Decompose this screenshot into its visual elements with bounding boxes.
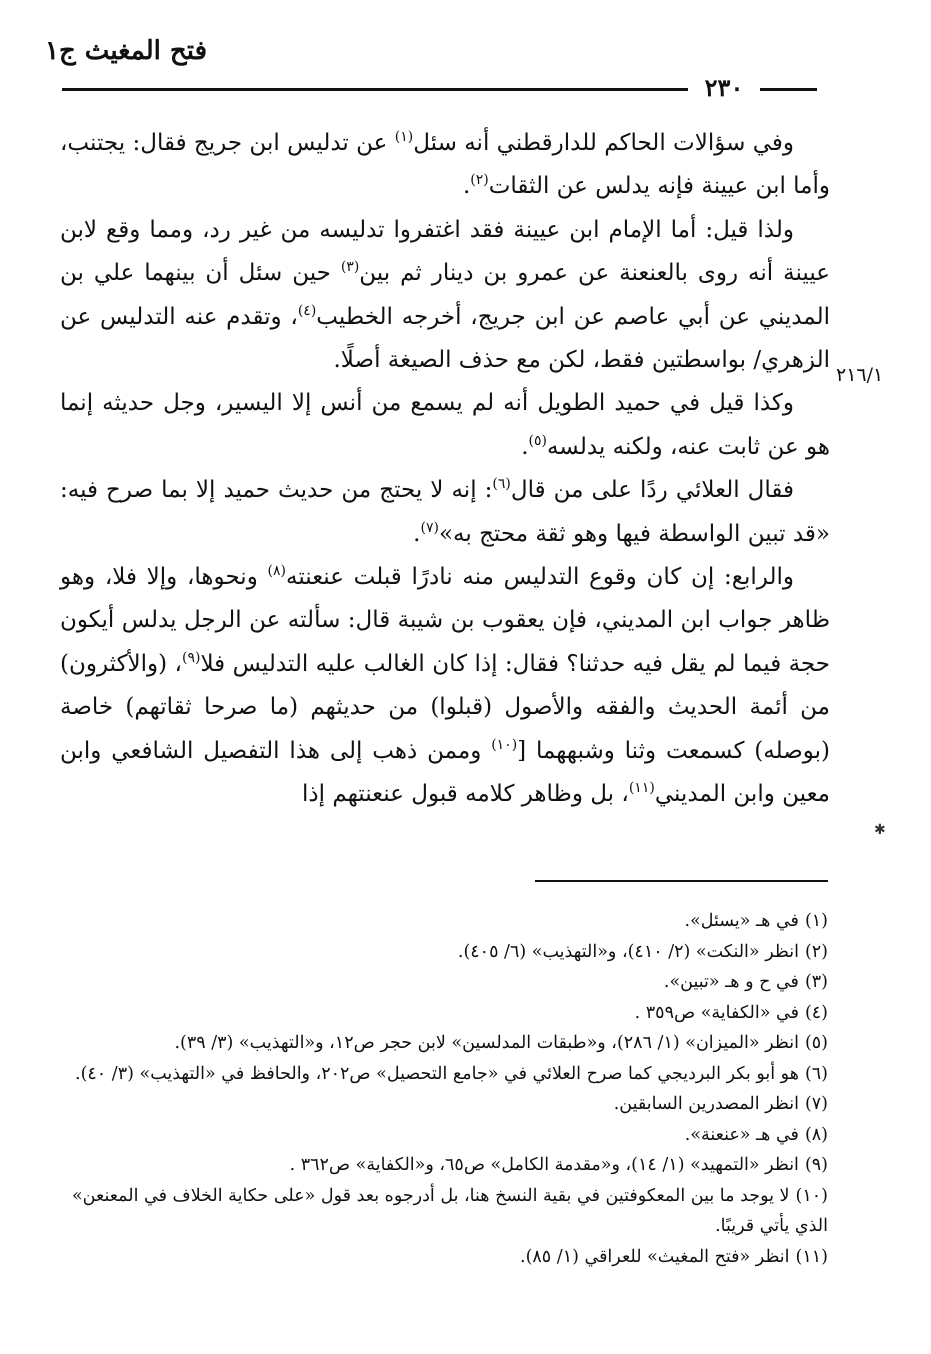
footnote-text: انظر المصدرين السابقين. bbox=[613, 1094, 799, 1114]
footnote-text: انظر «فتح المغيث» للعراقي (١/ ٨٥). bbox=[520, 1246, 790, 1267]
paragraph bbox=[60, 209, 830, 383]
footnote-ref: (٦) bbox=[492, 476, 511, 493]
footnote-ref: (٩) bbox=[181, 649, 201, 666]
footnote-ref: (٥) bbox=[528, 432, 547, 449]
footnote-number: (١) bbox=[804, 911, 828, 931]
footnote-ref: (١) bbox=[394, 129, 414, 145]
text-run: فقال العلائي ردًا على من قال bbox=[510, 477, 795, 504]
footnote-text: انظر «الميزان» (١/ ٢٨٦)، و«طبقات المدلسين» لابن حجر ص١٢، و«التهذيب» (٣/ ٣٩). bbox=[174, 1033, 799, 1053]
text-run: عن تدليس ابن جريج فقال: يجتنب، وأما ابن عيينة فإنه يدلس عن الثقات bbox=[60, 130, 830, 200]
footnote-ref: (١٠) bbox=[491, 736, 518, 753]
footnote bbox=[62, 1242, 828, 1273]
footnote-text: في هـ «يسئل». bbox=[684, 911, 799, 931]
text-run: وفي سؤالات الحاكم للدارقطني أنه سئل bbox=[413, 130, 794, 156]
footnote bbox=[62, 1181, 828, 1242]
footnote bbox=[62, 998, 828, 1029]
footnote-number: (٨) bbox=[804, 1124, 828, 1145]
footnote bbox=[62, 1089, 828, 1120]
footnote bbox=[62, 1120, 828, 1151]
text-run: ولذا قيل: أما الإمام ابن عيينة فقد اغتفروا تدليسه من غير رد، ومما وقع لابن عيينة أنه روى بالعنعنة عن عمرو بن دينار ثم بين bbox=[60, 216, 830, 287]
footnote-text: في «الكفاية» ص٣٥٩ . bbox=[634, 1002, 799, 1023]
footnote-number: (٩) bbox=[804, 1155, 828, 1175]
text-run: والرابع: إن كان وقوع التدليس منه نادرًا قبلت عنعنته bbox=[285, 564, 794, 591]
text-run: : إنه لا يحتج من حديث حميد إلا بما صرح فيه: «قد تبين الواسطة فيها وهو ثقة محتج به» bbox=[60, 477, 830, 547]
text-run: ونحوها، وإلا فلا، وهو ظاهر جواب ابن المديني، فإن يعقوب بن شيبة قال: سألته عن الرجل يدلس أيكون حجة فيما لم يقل فيه حدثنا؟ فقال: إذا كان الغالب عليه التدليس فلا bbox=[60, 564, 831, 677]
footnote-number: (٤) bbox=[804, 1002, 828, 1023]
footnote-ref: (٤) bbox=[297, 302, 317, 319]
text-run: ، بل وظاهر كلامه قبول عنعنتهم إذا bbox=[302, 781, 629, 808]
footnote-number: (١١) bbox=[795, 1246, 828, 1267]
footnote-text: لا يوجد ما بين المعكوفتين في بقية النسخ هنا، بل أدرجوه بعد قول «على حكاية الخلاف في المعنعن» الذي يأتي قريبًا. bbox=[71, 1185, 828, 1236]
footnote-text: في هـ «عنعنة». bbox=[684, 1124, 799, 1145]
footnote-number: (٥) bbox=[804, 1033, 828, 1053]
text-run: ، وتقدم عنه التدليس عن الزهري/ بواسطتين فقط، لكن مع حذف الصيغة أصلًا. bbox=[60, 303, 830, 374]
footnote bbox=[62, 1028, 828, 1059]
text-run: وممن ذهب إلى هذا التفصيل الشافعي وابن معين وابن المديني bbox=[60, 737, 830, 808]
text-run: . bbox=[521, 433, 529, 460]
footnote-text: انظر «النكت» (٢/ ٤١٠)، و«التهذيب» (٦/ ٤٠٥). bbox=[457, 941, 799, 962]
footnote-ref: (٣) bbox=[340, 259, 360, 276]
footnote-text: في ح و هـ «تبين». bbox=[663, 972, 799, 992]
text-run: حين سئل أن بينهما علي بن المديني عن أبي عاصم عن ابن جريج، أخرجه الخطيب bbox=[60, 260, 830, 330]
paragraph bbox=[60, 469, 830, 556]
page-number: ٢٣٠ bbox=[688, 73, 760, 103]
footnote-number: (٧) bbox=[804, 1094, 828, 1114]
paragraph bbox=[60, 122, 830, 209]
footnote-text: هو أبو بكر البرديجي كما صرح العلائي في «جامع التحصيل» ص٢٠٢، والحافظ في «التهذيب» (٣/ ٤٠). bbox=[75, 1063, 799, 1084]
footnote-ref: (٢) bbox=[470, 172, 489, 189]
footnote-number: (٦) bbox=[804, 1063, 828, 1084]
text-run: ، (والأكثرون) من أئمة الحديث والفقه والأصول (قبلوا) من حديثهم (ما صرحا ثقاتهم) خاصة (بوصله) كسمعت وثنا وشبههما [ bbox=[60, 650, 830, 764]
footnote-ref: (١١) bbox=[628, 780, 655, 797]
text-run: . bbox=[413, 520, 421, 547]
text-run: وكذا قيل في حميد الطويل أنه لم يسمع من أنس إلا اليسير، وجل حديثه إنما هو عن ثابت عنه، ولكنه يدلسه bbox=[60, 390, 830, 460]
footnote bbox=[62, 906, 828, 937]
footnote-rule bbox=[535, 880, 828, 882]
footnote-number: (٢) bbox=[804, 941, 828, 962]
footnote bbox=[62, 1059, 828, 1090]
text-run: . bbox=[462, 173, 471, 200]
footnote-ref: (٧) bbox=[420, 519, 439, 536]
speck-mark: ✱ bbox=[874, 822, 886, 838]
footnote-text: انظر «التمهيد» (١/ ١٤)، و«مقدمة الكامل» ص٦٥، و«الكفاية» ص٣٦٢ . bbox=[289, 1155, 799, 1175]
footnote bbox=[62, 937, 828, 968]
paragraph bbox=[60, 556, 830, 816]
footnote-ref: (٨) bbox=[267, 563, 286, 580]
footnote-number: (٣) bbox=[804, 972, 828, 992]
main-text bbox=[60, 122, 830, 817]
margin-note: ٢١٦/١ bbox=[836, 364, 884, 386]
paragraph bbox=[60, 382, 830, 469]
footnotes bbox=[62, 906, 828, 1272]
footnote bbox=[62, 1150, 828, 1181]
running-title: فتح المغيث ج١ bbox=[44, 36, 207, 66]
footnote-number: (١٠) bbox=[795, 1185, 828, 1206]
footnote bbox=[62, 967, 828, 998]
